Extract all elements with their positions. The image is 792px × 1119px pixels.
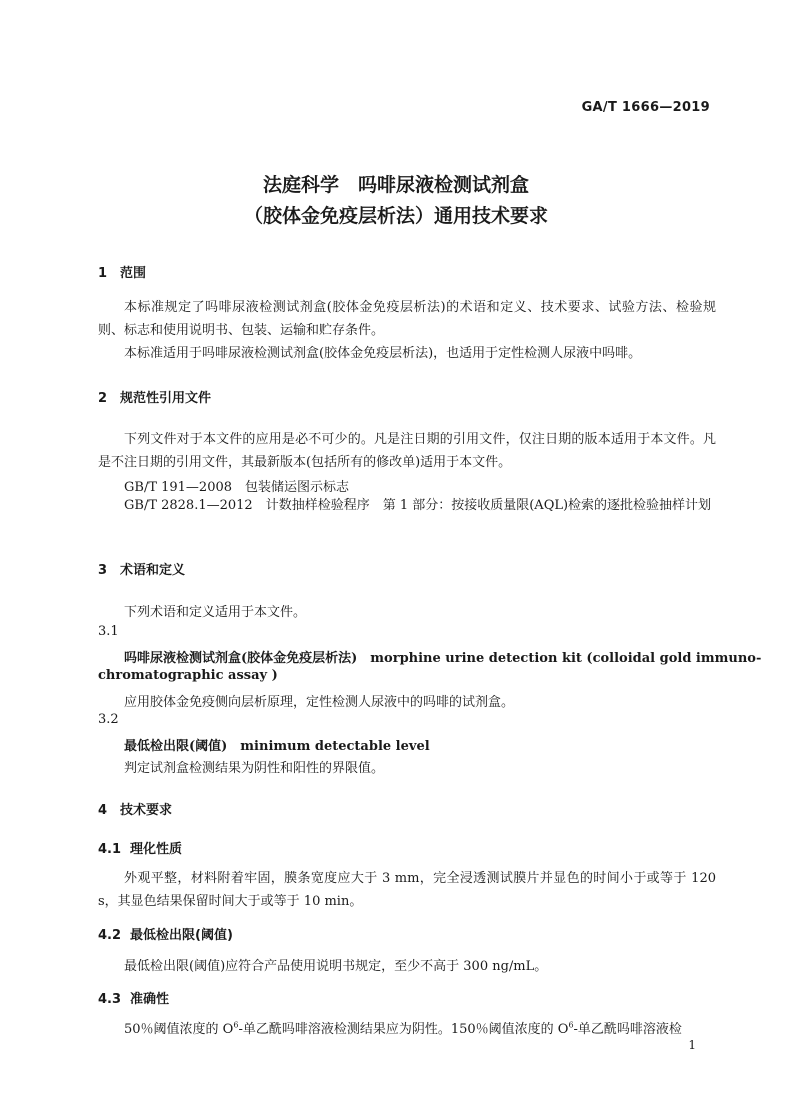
section-1-paragraph-1: 本标准规定了吗啡尿液检测试剂盒(胶体金免疫层析法)的术语和定义、技术要求、试验方法、检验规则、标志和使用说明书、包装、运输和贮存条件。 — [98, 300, 716, 338]
subsection-4-1-heading — [98, 838, 182, 857]
section-2-paragraph-1: 下列文件对于本文件的应用是必不可少的。凡是注日期的引用文件，仅注日期的版本适用于本文件。凡是不注日期的引用文件，其最新版本(包括所有的修改单)适用于本文件。 — [98, 432, 716, 470]
term-3-2-number: 3.2 — [98, 712, 119, 727]
subsection-title: 理化性质 — [130, 842, 183, 857]
section-number: 3 — [98, 563, 108, 578]
accuracy-text-part-2: -单乙酰吗啡溶液检测结果应为阴性。150％阈值浓度的 O — [238, 1022, 569, 1037]
section-number: 2 — [98, 391, 108, 406]
section-4-heading — [98, 799, 172, 818]
subsection-4-2-paragraph: 最低检出限(阈值)应符合产品使用说明书规定，至少不高于 300 ng/mL。 — [124, 959, 548, 974]
section-3-paragraph-1: 下列术语和定义适用于本文件。 — [124, 605, 307, 620]
subsection-4-1-paragraph: 外观平整，材料附着牢固，膜条宽度应大于 3 mm，完全浸透测试膜片并显色的时间小于或等于 120 s，其显色结果保留时间大于或等于 10 min。 — [98, 871, 716, 909]
standard-number: GA/T 1666—2019 — [581, 100, 710, 115]
term-3-2-title: 最低检出限(阈值) minimum detectable level — [124, 739, 430, 754]
term-3-1-title-continued: chromatographic assay ) — [98, 668, 278, 683]
accuracy-text-part-1: 50％阈值浓度的 O — [124, 1022, 234, 1037]
subsection-title: 最低检出限(阈值) — [130, 928, 233, 943]
term-3-1-definition: 应用胶体金免疫侧向层析原理，定性检测人尿液中的吗啡的试剂盒。 — [124, 695, 515, 710]
section-number: 4 — [98, 803, 108, 818]
section-title: 范围 — [120, 266, 147, 281]
subsection-number: 4.1 — [98, 842, 122, 857]
subsection-number: 4.3 — [98, 992, 122, 1007]
document-title-line2: （胶体金免疫层析法）通用技术要求 — [243, 205, 548, 227]
subsection-title: 准确性 — [130, 992, 170, 1007]
section-2-heading — [98, 387, 211, 406]
reference-gb-t-191: GB/T 191—2008 包装储运图示标志 — [124, 480, 350, 495]
subsection-4-3-paragraph — [124, 1018, 682, 1037]
section-1-heading — [98, 262, 146, 281]
reference-gb-t-2828: GB/T 2828.1—2012 计数抽样检验程序 第 1 部分：按接收质量限(AQL)检索的逐批检验抽样计划 — [124, 498, 712, 513]
term-3-1-title: 吗啡尿液检测试剂盒(胶体金免疫层析法) morphine urine detection kit (colloidal gold immuno- — [124, 651, 762, 666]
section-title: 技术要求 — [120, 803, 173, 818]
section-1-paragraph-2: 本标准适用于吗啡尿液检测试剂盒(胶体金免疫层析法)，也适用于定性检测人尿液中吗啡。 — [124, 346, 642, 361]
accuracy-text-part-3: -单乙酰吗啡溶液检 — [573, 1022, 682, 1037]
superscript-6: 6 — [568, 1020, 574, 1030]
page-number: 1 — [688, 1038, 696, 1052]
section-title: 规范性引用文件 — [120, 391, 212, 406]
document-title-line1: 法庭科学 吗啡尿液检测试剂盒 — [262, 174, 529, 196]
superscript-6: 6 — [233, 1020, 239, 1030]
subsection-4-3-heading — [98, 988, 169, 1007]
section-number: 1 — [98, 266, 108, 281]
section-title: 术语和定义 — [120, 563, 186, 578]
term-3-2-definition: 判定试剂盒检测结果为阴性和阳性的界限值。 — [124, 761, 385, 776]
section-3-heading — [98, 559, 185, 578]
subsection-number: 4.2 — [98, 928, 122, 943]
term-3-1-number: 3.1 — [98, 624, 119, 639]
subsection-4-2-heading — [98, 924, 233, 943]
